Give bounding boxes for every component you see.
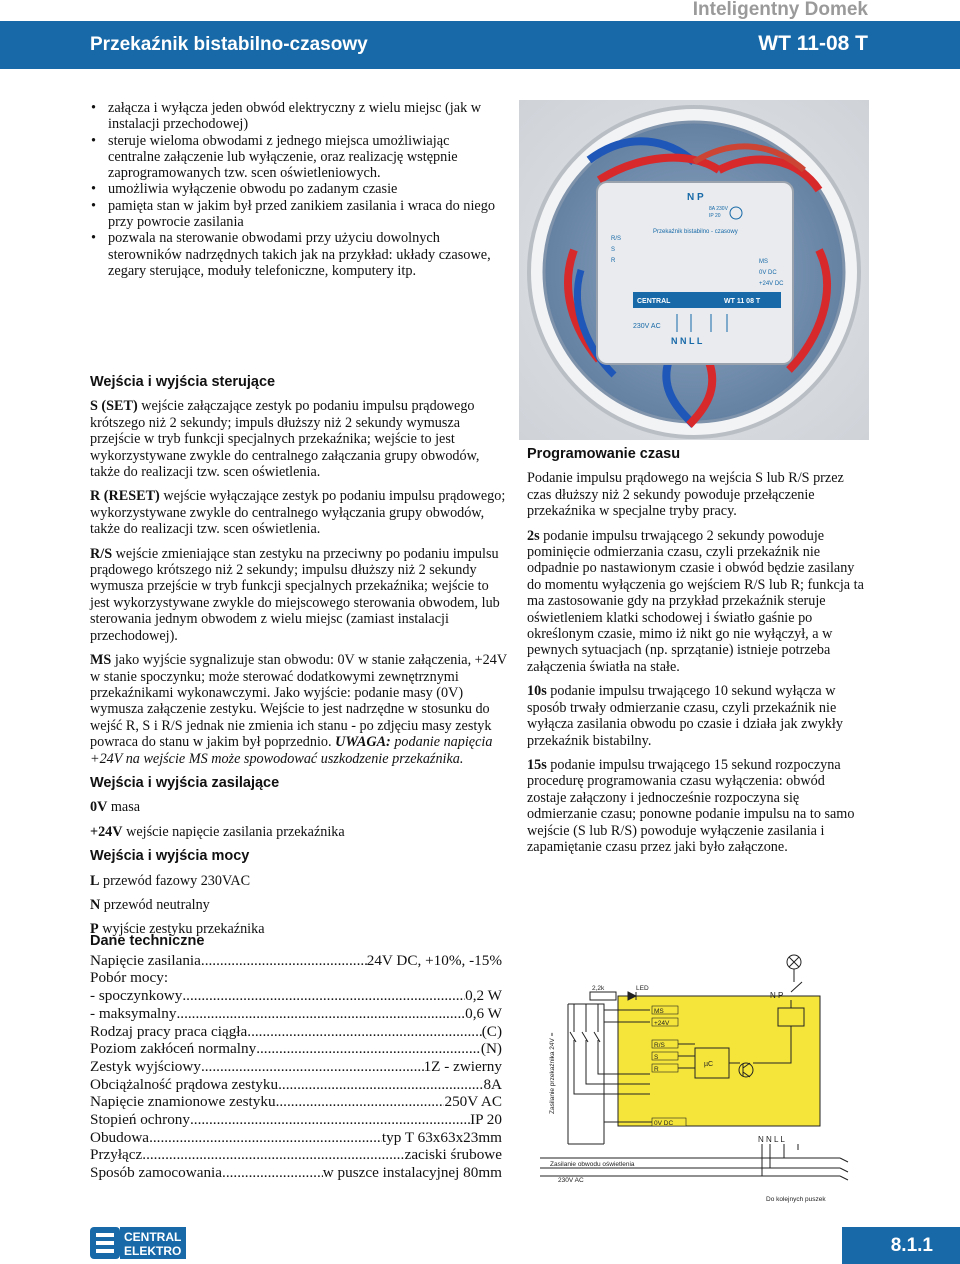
l-text: przewód fazowy 230VAC: [99, 872, 251, 889]
brand-title: Inteligentny Domek: [692, 0, 868, 20]
set-description: [90, 398, 510, 480]
wiring-diagram: [540, 944, 870, 1206]
tech-label: Rodzaj pracy praca ciągła: [90, 1022, 248, 1040]
tech-row: [90, 1093, 502, 1111]
tech-row: [90, 1129, 502, 1147]
photo-supply: 230V AC: [633, 323, 661, 330]
tech-row: [90, 969, 502, 987]
lighting-label: Zasilanie obwodu oświetlenia: [550, 1161, 635, 1168]
mode-15s: [527, 757, 867, 855]
programming-section: [527, 446, 867, 863]
tech-row: [90, 1076, 502, 1094]
feature-list: [90, 100, 500, 279]
pin-label: S: [654, 1054, 659, 1061]
mode-2s-term: 2s: [527, 527, 540, 544]
logo-bottom: ELEKTRO: [124, 1244, 182, 1258]
tech-value: (N): [480, 1040, 502, 1058]
mode-15s-text: podanie impulsu trwającego 15 sekund rozpoczyna procedurę programowania czasu wyłączenia: obwód zostaje załączony i jednocześnie rozpoczyna się odmierzanie czasu; ponowne podanie impulsu na to samo wejście (S lub R/S) powoduje wyłączenie zasilania i zapamiętanie czasu przez jaki było załączone.: [527, 756, 855, 855]
tech-label: Poziom zakłóceń normalny: [90, 1040, 257, 1058]
tech-value: 24V DC, +10%, -15%: [366, 951, 502, 969]
ms-term: MS: [90, 652, 112, 669]
supply-heading: Wejścia i wyjścia zasilające: [90, 774, 280, 791]
l-term: L: [90, 872, 100, 889]
photo-bottom-terminals: N N L L: [671, 336, 703, 346]
photo-right-terminal: 0V DC: [759, 270, 777, 276]
mode-10s-term: 10s: [527, 683, 547, 700]
tech-value: zaciski śrubowe: [404, 1146, 502, 1164]
pin-label: R: [654, 1066, 659, 1073]
zero-description: [90, 799, 510, 815]
device-photo: [519, 100, 869, 440]
tech-value: 1Z - zwierny: [423, 1057, 502, 1075]
technical-data: [90, 933, 502, 1182]
mode-15s-term: 15s: [527, 756, 547, 773]
page-number: 8.1.1: [890, 1235, 933, 1256]
n-text: przewód neutralny: [100, 896, 210, 913]
plus-description: [90, 824, 510, 840]
tech-row: [90, 1146, 502, 1164]
page-title: Przekaźnik bistabilno-czasowy: [90, 34, 368, 55]
bottom-right-terminals: N N L L: [758, 1135, 785, 1144]
photo-right-terminal: MS: [759, 259, 768, 265]
photo-rating-1: 8A 230V: [709, 206, 728, 212]
tech-value: 250V AC: [444, 1093, 502, 1111]
ms-description: [90, 652, 510, 767]
resistor: [590, 992, 616, 1000]
tech-row: [90, 1164, 502, 1182]
photo-device-label: Przekaźnik bistabilno - czasowy: [653, 229, 738, 235]
photo-left-terminal: R: [611, 258, 616, 264]
reset-description: [90, 488, 510, 537]
pin-label: MS: [654, 1008, 664, 1015]
photo-left-terminal: R/S: [611, 236, 622, 242]
tech-label: Pobór mocy:: [90, 969, 169, 987]
zero-text: masa: [107, 799, 141, 816]
rs-description: [90, 546, 510, 644]
feature-item: • steruje wieloma obwodami z jednego miejsca umożliwiając centralne załączenie lub wyłączenie, oraz realizację wstępnie zaprogramowanych tzw. scen oświetleniowych.: [90, 133, 500, 182]
title-banner: [0, 21, 960, 69]
tech-label: Obudowa: [90, 1128, 150, 1146]
feature-item: • umożliwia wyłączenie obwodu po zadanym czasie: [90, 181, 500, 197]
tech-value: w puszce instalacyjnej 80mm: [322, 1164, 502, 1182]
n-term: N: [90, 896, 101, 913]
feature-item: • załącza i wyłącza jeden obwód elektryczny z wielu miejsc (jak w instalacji przechodowej): [90, 100, 500, 133]
reset-text: wejście wyłączające zestyk po podaniu impulsu prądowego; wykorzystywane zwykle do centralnego wyłączania grupy obwodów, także do realizacji tzw. scen oświetlenia.: [90, 488, 506, 538]
next-boxes-label: Do kolejnych puszek: [766, 1196, 826, 1203]
led-label: LED: [636, 985, 649, 992]
plus-term: +24V: [90, 823, 123, 840]
reset-term: R (RESET): [90, 488, 160, 505]
programming-intro: Podanie impulsu prądowego na wejścia S lub R/S przez czas dłuższy niż 2 sekundy powoduje przełączenie przekaźnika w specjalne tryby pracy.: [527, 470, 844, 520]
tech-label: Stopień ochrony: [90, 1111, 190, 1129]
warning-text: podanie napięcia +24V na wejście MS może spowodować uszkodzenie przekaźnika.: [90, 734, 493, 767]
l-description: [90, 873, 510, 889]
tech-label: Zestyk wyjściowy: [90, 1057, 201, 1075]
tech-row: [90, 1005, 502, 1023]
uc-label: µC: [704, 1061, 714, 1068]
diagram-vertical-label: Zasilanie przekaźnika 24V =: [549, 1032, 556, 1114]
page-number-box: [842, 1227, 960, 1264]
resistor-label: 2,2k: [592, 985, 605, 992]
tech-row: [90, 1111, 502, 1129]
tech-value: typ T 63x63x23mm: [381, 1128, 502, 1146]
tech-row: [90, 1040, 502, 1058]
photo-model: WT 11 08 T: [724, 298, 761, 305]
top-right-terminals: N P: [770, 991, 784, 1000]
tech-row: [90, 987, 502, 1005]
pin-label: +24V: [654, 1020, 670, 1027]
tech-row: [90, 952, 502, 970]
photo-right-terminal: +24V DC: [759, 281, 784, 287]
power-heading: Wejścia i wyjścia mocy: [90, 848, 250, 865]
control-heading: Wejścia i wyjścia sterujące: [90, 374, 276, 390]
rs-text: wejście zmieniające stan zestyku na przeciwny po podaniu impulsu prądowego krótszego niż 2 sekundy; impulsu dłuższy niż 2 sekundy wymusza przejście w tryb funkcji specjalnych przekaźnika; wejście to jest wykorzystywane zwykle do miejscowego sterowania obwodem, lub sterowania jednym obwodem z wielu miejsc (zamiast instalacji przechodowej).: [90, 545, 500, 644]
company-logo: [90, 1225, 190, 1263]
tech-label: Napięcie zasilania: [90, 951, 201, 969]
programming-heading: Programowanie czasu: [527, 446, 681, 462]
mode-10s: [527, 683, 867, 749]
n-description: [90, 897, 510, 913]
tech-label: Przyłącz: [90, 1146, 143, 1164]
mode-2s-text: podanie impulsu trwającego 2 sekundy powoduje pominięcie odmierzania czasu, czyli przekaźnik nie odpadnie po nastawionym czasie i obwód będzie zasilany do momentu wyłączenia go wejściem R/S lub R; funkcja ta ma zastosowanie gdy na przykład przekaźnik steruje oświetleniem klatki schodowej i światło gaśnie po określonym czasie, mimo iż nikt go nie wyłączył, a w pewnych sytuacjach (np. sprzątanie) istnieje potrzeba załączenia światła na stałe.: [527, 527, 864, 675]
photo-rating-2: IP 20: [709, 213, 721, 219]
tech-label: Obciążalność prądowa zestyku: [90, 1075, 279, 1093]
tech-label: - spoczynkowy: [90, 987, 183, 1005]
tech-value: 0,6 W: [465, 1004, 502, 1022]
tech-value: IP 20: [470, 1111, 502, 1129]
logo-top: CENTRAL: [124, 1230, 182, 1244]
feature-item: • pamięta stan w jakim był przed zanikiem zasilania i wraca do niego przy powrocie zasilania: [90, 198, 500, 231]
plus-text: wejście napięcie zasilania przekaźnika: [122, 823, 345, 840]
tech-value: (C): [481, 1022, 502, 1040]
set-text: wejście załączające zestyk po podaniu impulsu prądowego krótszego niż 2 sekundy; impuls dłuższy niż 2 sekundy wymusza przejście w tryb funkcji specjalnych przekaźnika; wejście to jest wykorzystywane zwykle do centralnego załączania grupy obwodów, także do realizacji tzw. scen oświetlenia.: [90, 398, 480, 481]
tech-heading: Dane techniczne: [90, 933, 205, 949]
product-code: WT 11-08 T: [758, 32, 868, 55]
tech-value: 0,2 W: [465, 987, 502, 1005]
tech-value: 8A: [483, 1075, 502, 1093]
transistor-icon: [739, 1063, 753, 1077]
tech-label: - maksymalny: [90, 1004, 177, 1022]
photo-left-terminal: S: [611, 247, 616, 253]
tech-row: [90, 1058, 502, 1076]
p-text: wyjście zestyku przekaźnika: [98, 921, 265, 938]
warning-label: UWAGA:: [335, 734, 391, 751]
mode-10s-text: podanie impulsu trwającego 10 sekund wyłącza w sposób trwały odmierzanie czasu, czyli przekaźnik nie wyłącza zasilania obwodu po czasie i działa jak zwykły przekaźnik bistabilny.: [527, 683, 843, 749]
ms-text: jako wyjście sygnalizuje stan obwodu: 0V w stanie załączenia, +24V w stanie spoczynku; może sterować dodatkowymi zewnętrznymi przekaźnikami wykonawczymi. Jako wyjście: podanie masy (0V) wymusza załączenie zestyku. Wejście to jest nadrzędne w stosunku do wejść R, S i R/S jednak nie zmienia ich stanu - po zdjęciu masy zestyk powraca do stanu w jakim był poprzednio.: [90, 652, 507, 751]
supply-label: 230V AC: [558, 1177, 584, 1184]
photo-top-terminals: N P: [687, 192, 704, 203]
feature-item: • pozwala na sterowanie obwodami przy użyciu dowolnych sterowników nadrzędnych takich jak na przykład: układy czasowe, zegary sterujące, moduły telefoniczne, komputery itp.: [90, 230, 500, 279]
tech-row: [90, 1023, 502, 1041]
ground-pin-label: 0V DC: [654, 1120, 674, 1127]
rs-term: R/S: [90, 545, 113, 562]
photo-brand-top: CENTRAL: [637, 298, 671, 305]
tech-label: Napięcie znamionowe zestyku: [90, 1093, 276, 1111]
zero-term: 0V: [90, 799, 108, 816]
mode-2s: [527, 528, 867, 676]
set-term: S (SET): [90, 398, 138, 415]
tech-label: Sposób zamocowania: [90, 1164, 223, 1182]
p-term: P: [90, 921, 99, 938]
pin-label: R/S: [654, 1042, 665, 1049]
inputs-section: [90, 374, 510, 946]
